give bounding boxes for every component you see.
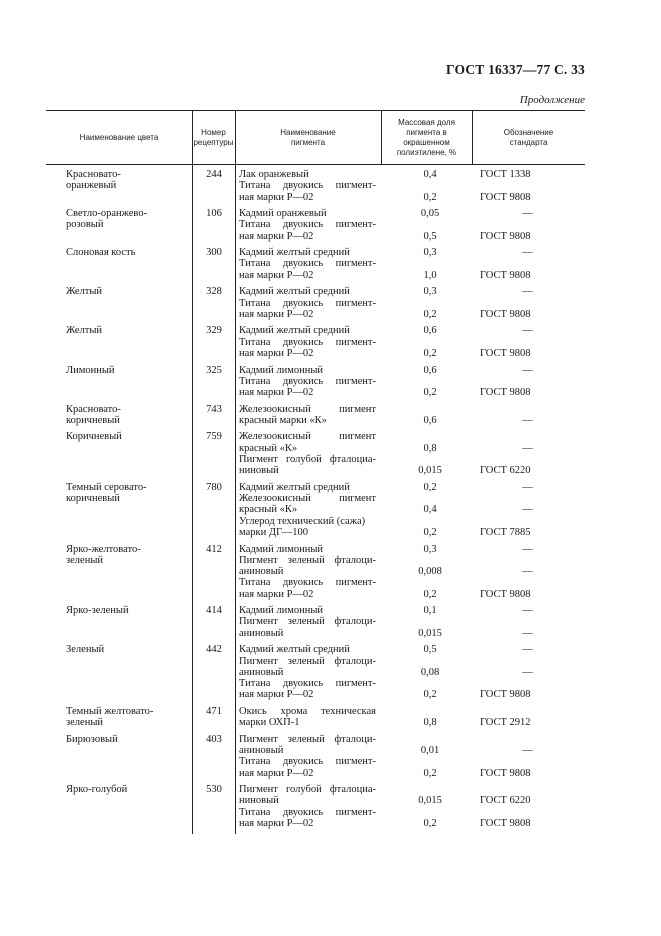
standard-value: ГОСТ 9808 [480,269,531,281]
standard-value: — [522,644,533,656]
pigment-line: ная марки Р—02 [239,689,314,701]
mass-fraction [392,247,468,281]
color-name: Темный желтовато- зеленый [66,706,154,729]
fraction-value [392,404,468,415]
standard-value: ГОСТ 6220 [480,795,531,807]
fraction-value: 0,2 [423,818,437,830]
column-header-standard: Обозначение стандарта [503,127,554,147]
pigment-line: Железоокисный пигмент [239,493,376,505]
recipe-number: 530 [206,784,222,796]
standard-value: — [522,504,533,516]
standard-value [480,616,585,627]
standard-value [480,404,585,415]
pigment-line: Титана двуокись пигмент- [239,577,376,589]
mass-fraction [392,644,468,700]
fraction-value: 0,2 [423,308,437,320]
mass-fraction [392,325,468,359]
pigment-line: марки ОХП-1 [239,717,300,729]
fraction-value: 0,3 [423,286,437,298]
standard-value: ГОСТ 9808 [480,588,531,600]
pigment-line: Титана двуокись пигмент- [239,375,376,387]
standard-designation [480,482,585,538]
standard-value: ГОСТ 9808 [480,308,531,320]
standard-value [480,258,585,269]
fraction-value [392,258,468,269]
mass-fraction [392,544,468,600]
mass-fraction [392,286,468,320]
standard-value [480,219,585,230]
fraction-value [392,337,468,348]
standard-value [480,376,585,387]
fraction-value [392,678,468,689]
mass-fraction [392,605,468,639]
fraction-value: 0,015 [418,465,442,477]
table-body [46,165,585,835]
pigment-line: Титана двуокись пигмент- [239,336,376,348]
standard-value [480,516,585,527]
recipe-number: 412 [206,543,222,555]
standard-value: — [522,605,533,617]
pigment-line: Титана двуокись пигмент- [239,806,376,818]
pigment-line: ная марки Р—02 [239,191,314,203]
fraction-value [392,784,468,795]
fraction-value: 0,6 [423,414,437,426]
pigment-line: ная марки Р—02 [239,387,314,399]
pigment-name [239,404,376,427]
fraction-value: 0,2 [423,689,437,701]
pigment-line: ная марки Р—02 [239,347,314,359]
fraction-value: 0,015 [418,627,442,639]
fraction-value: 0,8 [423,442,437,454]
fraction-value: 0,8 [423,717,437,729]
standard-value [480,706,585,717]
column-header-recipe-number: Номер рецептуры [193,127,234,147]
standard-value [480,784,585,795]
recipe-number: 325 [206,364,222,376]
recipe-number: 743 [206,403,222,415]
fraction-value: 0,3 [423,543,437,555]
pigment-name [239,325,376,359]
column-header-mass-fraction: Массовая доля пигмента в окрашенном полиэтилене, % [396,117,457,157]
standard-value [480,577,585,588]
standard-value: — [522,666,533,678]
color-name: Ярко-голубой [66,784,128,796]
standard-value: ГОСТ 9808 [480,689,531,701]
fraction-value: 0,2 [423,387,437,399]
color-name: Желтый [66,286,103,298]
fraction-value: 0,4 [423,169,437,180]
pigment-name [239,605,376,639]
pigment-line: Пигмент зеленый фталоци- [239,616,376,628]
standard-designation [480,247,585,281]
pigment-line: Кадмий желтый средний [239,325,350,337]
standard-designation [480,734,585,779]
recipe-number: 759 [206,431,222,443]
fraction-value: 0,1 [423,605,437,617]
standard-designation [480,605,585,639]
pigment-line: ная марки Р—02 [239,269,314,281]
standard-value: ГОСТ 9808 [480,818,531,830]
pigment-name [239,482,376,538]
mass-fraction [392,208,468,242]
pigment-line: Лак оранжевый [239,169,309,180]
pigment-line: ная марки Р—02 [239,767,314,779]
pigment-line: красный «К» [239,504,298,516]
standard-value: — [522,627,533,639]
standard-designation [480,169,585,203]
pigment-name [239,706,376,729]
standard-value [480,454,585,465]
fraction-value [392,706,468,717]
pigment-name [239,431,376,476]
fraction-value: 0,015 [418,795,442,807]
fraction-value [392,616,468,627]
standard-value [480,807,585,818]
fraction-value [392,376,468,387]
color-name: Ярко-зеленый [66,605,129,617]
fraction-value: 0,3 [423,247,437,259]
standard-value [480,656,585,667]
standard-value [480,493,585,504]
fraction-value [392,180,468,191]
standard-designation [480,431,585,476]
pigment-line: Пигмент зеленый фталоци- [239,554,376,566]
standard-designation [480,365,585,399]
fraction-value [392,734,468,745]
standard-value: ГОСТ 1338 [480,169,531,180]
fraction-value: 0,2 [423,191,437,203]
color-name: Светло-оранжево- розовый [66,208,148,231]
pigment-name [239,784,376,829]
column-divider [381,111,382,164]
standard-value: — [522,364,533,376]
recipe-number: 106 [206,208,222,220]
fraction-value [392,454,468,465]
mass-fraction [392,431,468,476]
pigment-line: Титана двуокись пигмент- [239,180,376,192]
fraction-value: 0,2 [423,588,437,600]
standard-value: — [522,325,533,337]
column-header-pigment-name: Наименование пигмента [280,127,336,147]
standard-value: — [522,543,533,555]
pigment-line: Пигмент голубой фталоциа- [239,453,376,465]
pigment-line: Кадмий желтый средний [239,481,350,493]
standard-designation [480,208,585,242]
pigment-line: Кадмий оранжевый [239,208,327,220]
standard-value: — [522,414,533,426]
standard-designation [480,644,585,700]
recipe-number: 328 [206,286,222,298]
standard-value: ГОСТ 7885 [480,526,531,538]
recipe-number: 300 [206,247,222,259]
column-header-color-name: Наименование цвета [79,132,159,142]
pigment-line: марки ДГ—100 [239,526,309,538]
pigment-table [46,110,585,835]
pigment-line: Титана двуокись пигмент- [239,219,376,231]
pigment-line: Железоокисный пигмент [239,403,376,415]
pigment-line: Кадмий желтый средний [239,286,350,298]
color-name: Слоновая кость [66,247,136,259]
pigment-line: Железоокисный пигмент [239,431,376,443]
pigment-line: ная марки Р—02 [239,818,314,830]
mass-fraction [392,784,468,829]
standard-designation [480,404,585,427]
pigment-name [239,544,376,600]
fraction-value [392,656,468,667]
standard-designation [480,325,585,359]
mass-fraction [392,706,468,729]
pigment-line: Кадмий желтый средний [239,644,350,656]
standard-value: — [522,566,533,578]
pigment-line: Кадмий лимонный [239,543,324,555]
column-divider [235,111,236,834]
standard-value: — [522,247,533,259]
color-name: Красновато- коричневый [66,403,121,426]
pigment-line: аниновый [239,566,284,578]
standard-value: ГОСТ 9808 [480,387,531,399]
standard-value: ГОСТ 9808 [480,347,531,359]
standard-value: ГОСТ 6220 [480,465,531,477]
fraction-value: 0,4 [423,504,437,516]
standard-designation [480,544,585,600]
fraction-value: 0,05 [420,208,440,220]
standard-designation [480,784,585,829]
mass-fraction [392,482,468,538]
fraction-value [392,555,468,566]
color-name: Лимонный [66,364,115,376]
fraction-value: 0,6 [423,364,437,376]
standard-value: ГОСТ 9808 [480,230,531,242]
pigment-line: Кадмий желтый средний [239,247,350,259]
standard-value: — [522,442,533,454]
pigment-line: ниновый [239,795,279,807]
recipe-number: 780 [206,481,222,493]
color-name: Коричневый [66,431,122,443]
color-name: Ярко-желтовато- зеленый [66,543,141,566]
standard-value [480,180,585,191]
pigment-line: Кадмий лимонный [239,605,324,617]
fraction-value [392,219,468,230]
fraction-value [392,807,468,818]
standard-value [480,678,585,689]
standard-value [480,555,585,566]
pigment-name [239,644,376,700]
standard-value [480,734,585,745]
recipe-number: 471 [206,706,222,717]
fraction-value [392,298,468,309]
pigment-line: Титана двуокись пигмент- [239,756,376,768]
pigment-line: Титана двуокись пигмент- [239,258,376,270]
pigment-line: ная марки Р—02 [239,588,314,600]
standard-value: — [522,745,533,757]
mass-fraction [392,404,468,427]
standard-value: — [522,208,533,220]
page-header: ГОСТ 16337—77 С. 33 [446,62,585,77]
color-name: Зеленый [66,644,105,656]
pigment-line: ная марки Р—02 [239,308,314,320]
color-name: Темный серовато- коричневый [66,481,147,505]
pigment-line: аниновый [239,666,284,678]
pigment-name [239,365,376,399]
table-header [46,111,585,165]
continuation-label: Продолжение [519,94,585,106]
fraction-value: 0,2 [423,481,437,493]
pigment-line: аниновый [239,627,284,639]
standard-value [480,756,585,767]
pigment-line: красный марки «К» [239,414,327,426]
fraction-value: 0,2 [423,347,437,359]
standard-value [480,337,585,348]
fraction-value [392,493,468,504]
mass-fraction [392,365,468,399]
recipe-number: 442 [206,644,222,656]
fraction-value: 0,6 [423,325,437,337]
recipe-number: 403 [206,733,222,745]
pigment-line: ниновый [239,465,279,477]
standard-value [480,298,585,309]
color-name: Желтый [66,325,103,337]
fraction-value: 0,01 [420,745,440,757]
standard-designation [480,706,585,729]
fraction-value [392,756,468,767]
pigment-line: Кадмий лимонный [239,364,324,376]
fraction-value [392,516,468,527]
fraction-value: 0,2 [423,526,437,538]
fraction-value: 0,08 [420,666,440,678]
fraction-value [392,431,468,442]
recipe-number: 244 [206,169,222,180]
standard-value: ГОСТ 2912 [480,717,531,729]
recipe-number: 329 [206,325,222,337]
column-divider [472,111,473,164]
mass-fraction [392,734,468,779]
pigment-line: Титана двуокись пигмент- [239,678,376,690]
pigment-name [239,208,376,242]
pigment-name [239,286,376,320]
pigment-line: Углерод технический (сажа) [239,515,366,527]
standard-value [480,431,585,442]
pigment-name [239,247,376,281]
fraction-value [392,577,468,588]
pigment-line: Пигмент зеленый фталоци- [239,733,376,745]
standard-designation [480,286,585,320]
column-divider [192,111,193,834]
pigment-line: Пигмент зеленый фталоци- [239,655,376,667]
color-name: Красновато- оранжевый [66,169,121,192]
standard-value: — [522,286,533,298]
standard-value: ГОСТ 9808 [480,767,531,779]
fraction-value: 0,008 [418,566,442,578]
pigment-name [239,734,376,779]
pigment-line: аниновый [239,745,284,757]
pigment-name [239,169,376,203]
pigment-line: Титана двуокись пигмент- [239,297,376,309]
pigment-line: ная марки Р—02 [239,230,314,242]
recipe-number: 414 [206,605,222,617]
pigment-line: Окись хрома техническая [239,706,376,717]
mass-fraction [392,169,468,203]
pigment-line: красный «К» [239,442,298,454]
pigment-line: Пигмент голубой фталоциа- [239,784,376,796]
standard-value: — [522,481,533,493]
fraction-value: 0,2 [423,767,437,779]
fraction-value: 1,0 [423,269,437,281]
color-name: Бирюзовый [66,733,118,745]
fraction-value: 0,5 [423,230,437,242]
fraction-value: 0,5 [423,644,437,656]
standard-value: ГОСТ 9808 [480,191,531,203]
